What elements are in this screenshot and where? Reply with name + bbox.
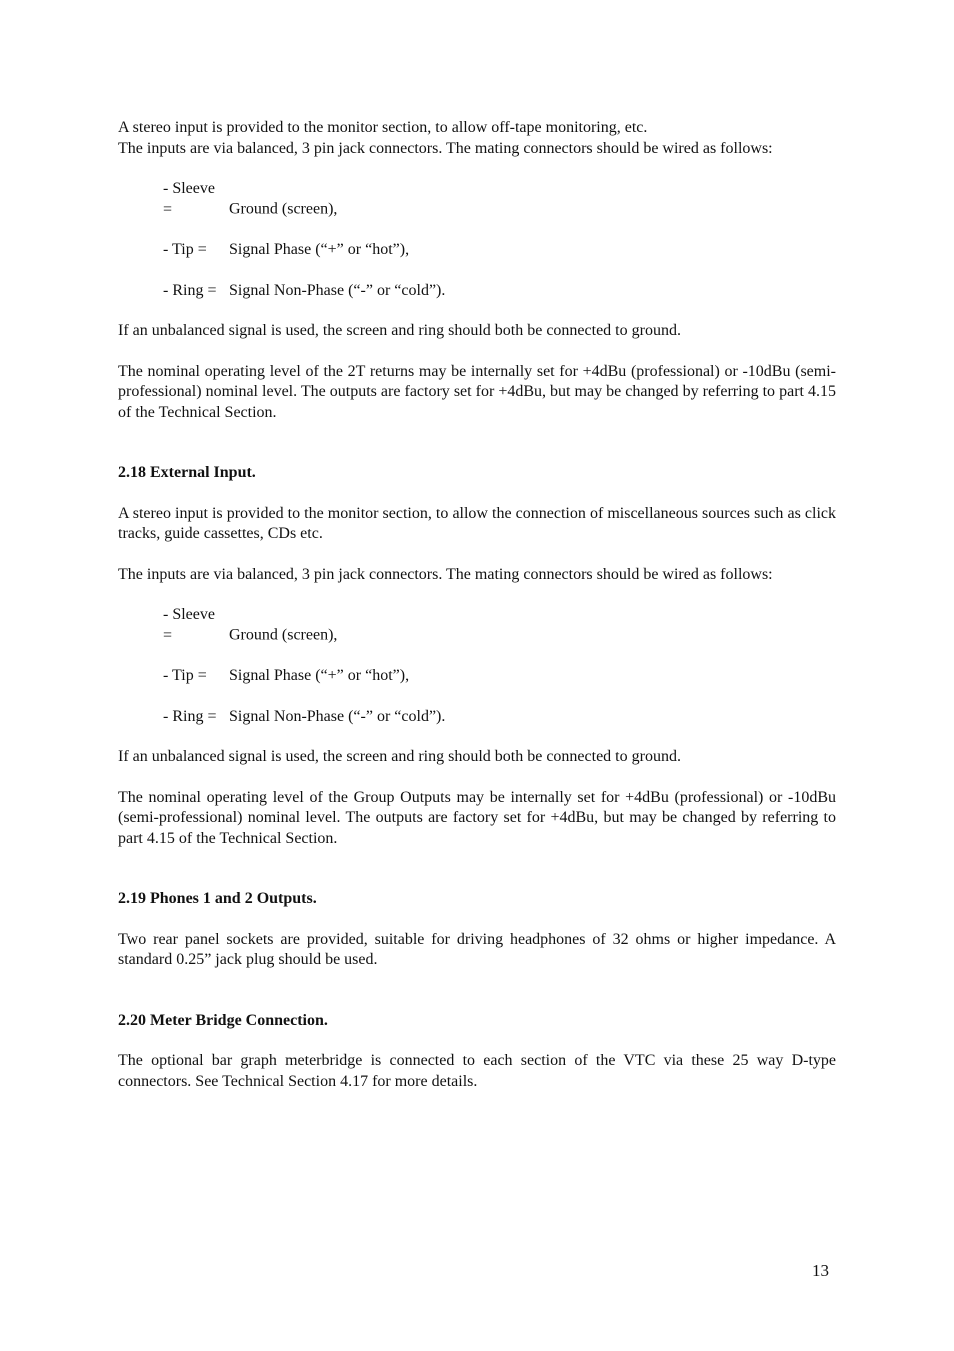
wiring-term: - Tip = [163, 241, 207, 258]
section-heading-2-19: 2.19 Phones 1 and 2 Outputs. [118, 890, 317, 907]
s218-paragraph-4: The nominal operating level of the Group Outputs may be internally set for +4dBu (professional) or -10dBu (semi-professional) nominal level. The outputs are factory set for +4dBu, but may be changed by referring to part 4.15 of the Technical Section. [118, 788, 836, 847]
wiring-desc: Signal Non-Phase (“-” or “cold”). [229, 281, 446, 299]
wiring-term: - Tip = [163, 667, 207, 684]
wiring-term: - Ring = [163, 707, 217, 725]
wiring-ring [163, 281, 836, 302]
s220-paragraph-1: The optional bar graph meterbridge is connected to each section of the VTC via these 25 way D-type connectors. See Technical Section 4.17 for more details. [118, 1052, 836, 1090]
s218-paragraph-1: A stereo input is provided to the monitor section, to allow the connection of miscellaneous sources such as click tracks, guide cassettes, CDs etc. [118, 504, 836, 542]
wiring-tip [163, 240, 836, 261]
wiring-desc: Signal Phase (“+” or “hot”), [229, 667, 410, 684]
intro-paragraph-2: The inputs are via balanced, 3 pin jack connectors. The mating connectors should be wired as follows: [118, 139, 773, 157]
wiring-term: - Ring = [163, 281, 217, 299]
page-number: 13 [812, 1261, 829, 1280]
wiring-desc: Ground (screen), [229, 200, 338, 218]
wiring-sleeve [163, 605, 836, 646]
s218-paragraph-3: If an unbalanced signal is used, the screen and ring should both be connected to ground. [118, 748, 681, 765]
wiring-desc: Signal Phase (“+” or “hot”), [229, 241, 410, 258]
s218-paragraph-2: The inputs are via balanced, 3 pin jack connectors. The mating connectors should be wired as follows: [118, 565, 773, 583]
wiring-desc: Ground (screen), [229, 626, 338, 644]
page-content [118, 118, 836, 1092]
s219-paragraph-1: Two rear panel sockets are provided, suitable for driving headphones of 32 ohms or higher impedance. A standard 0.25” jack plug should be used. [118, 930, 836, 968]
wiring-tip [163, 666, 836, 687]
intro-paragraph-4: The nominal operating level of the 2T returns may be internally set for +4dBu (professional) or -10dBu (semi-professional) nominal level. The outputs are factory set for +4dBu, but may be changed by referring to part 4.15 of the Technical Section. [118, 362, 836, 421]
wiring-term: - Sleeve = [163, 606, 215, 644]
section-heading-2-20: 2.20 Meter Bridge Connection. [118, 1011, 328, 1029]
wiring-term: - Sleeve = [163, 180, 215, 218]
section-heading-2-18: 2.18 External Input. [118, 464, 256, 481]
intro-paragraph-1: A stereo input is provided to the monitor section, to allow off-tape monitoring, etc. [118, 119, 648, 136]
wiring-sleeve [163, 179, 836, 220]
wiring-ring [163, 707, 836, 728]
wiring-desc: Signal Non-Phase (“-” or “cold”). [229, 707, 446, 725]
intro-paragraph-3: If an unbalanced signal is used, the screen and ring should both be connected to ground. [118, 322, 681, 339]
